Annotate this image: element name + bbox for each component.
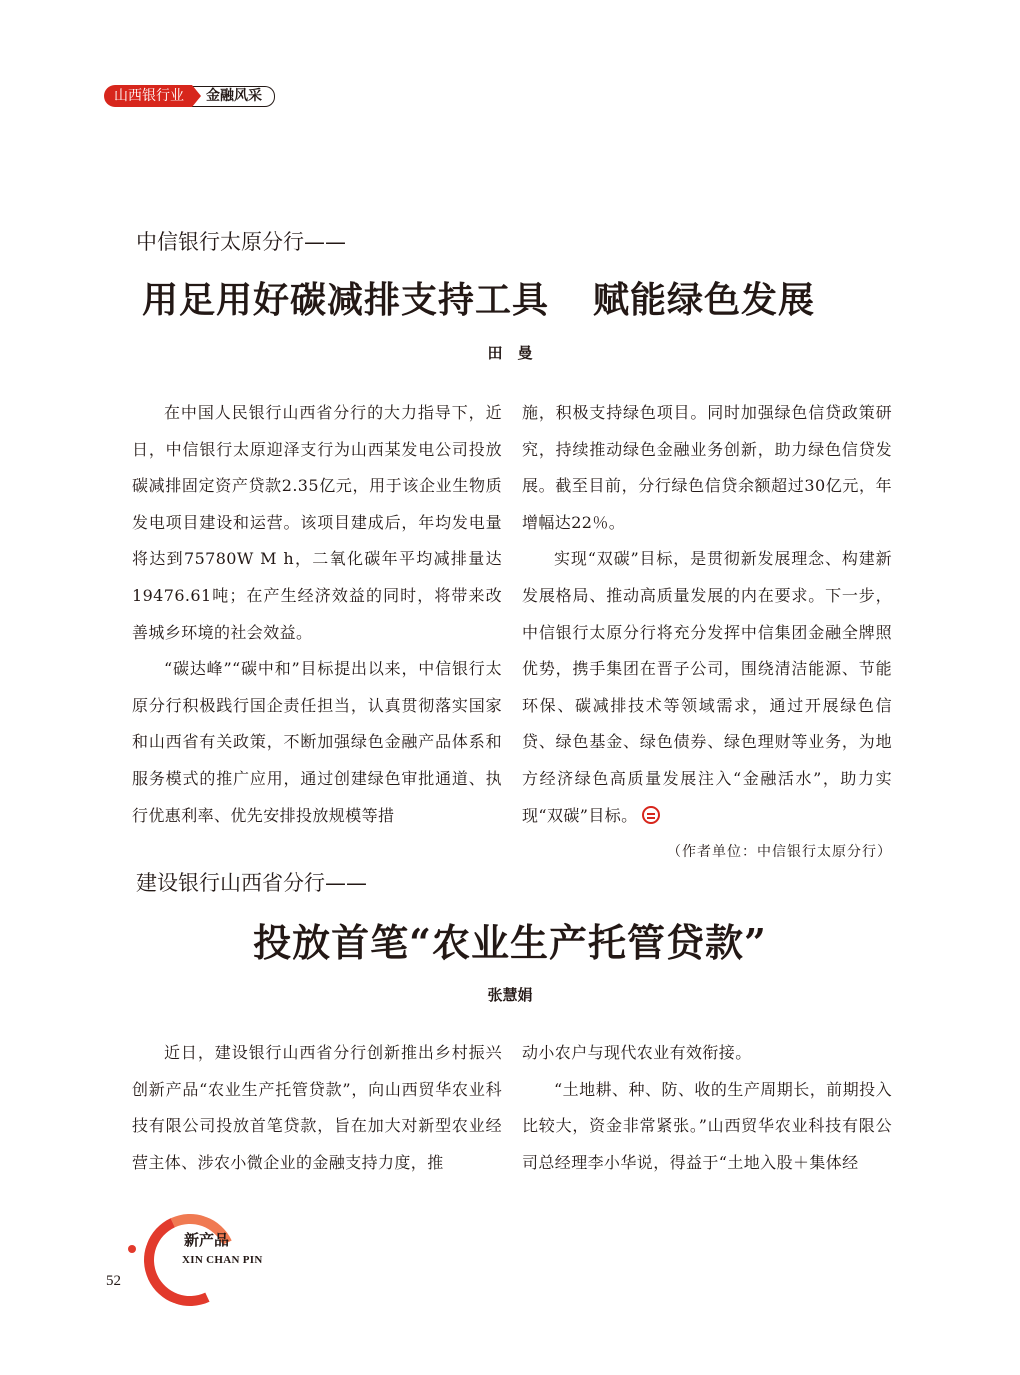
- section-tag-secondary: 金融风采: [192, 86, 275, 107]
- article1-paragraph-4: 实现“双碳”目标，是贯彻新发展理念、构建新发展格局、推动高质量发展的内在要求。下一步，中信银行太原分行将充分发挥中信集团金融全牌照优势，携手集团在晋子公司，围绕清洁能源、节能环保、碳减排技术等领域需求，通过开展绿色信贷、绿色基金、绿色债券、绿色理财等业务，为地方经济绿色高质量发展注入“金融活水”，助力实现“双碳”目标。: [522, 549, 892, 825]
- article1-kicker: 中信银行太原分行——: [136, 230, 346, 254]
- article2-paragraph-3: “土地耕、种、防、收的生产周期长，前期投入比较大，资金非常紧张。”山西贸华农业科技有限公司总经理李小华说，得益于“土地入股＋集体经: [522, 1079, 892, 1172]
- article2-kicker: 建设银行山西省分行——: [136, 871, 367, 895]
- article1-author: 田 曼: [487, 344, 533, 362]
- article1-title-part1: 用足用好碳减排支持工具: [142, 279, 550, 321]
- article1-right-column: [522, 395, 892, 871]
- article1-paragraph-2: “碳达峰”“碳中和”目标提出以来，中信银行太原分行积极践行国企责任担当，认真贯彻落实国家和山西省有关政策，不断加强绿色金融产品体系和服务模式的推广应用，通过创建绿色审批通道、执行优惠利率、优先安排投放规模等措: [132, 659, 502, 825]
- article1-title-part2: 赋能绿色发展: [593, 279, 816, 321]
- section-tag: [104, 84, 275, 108]
- footer-dot-icon: [128, 1245, 136, 1253]
- article2-left-column: [132, 1035, 502, 1181]
- page-number: 52: [106, 1273, 121, 1289]
- article1-paragraph-1: 在中国人民银行山西省分行的大力指导下，近日，中信银行太原迎泽支行为山西某发电公司投放碳减排固定资产贷款2.35亿元，用于该企业生物质发电项目建设和运营。该项目建成后，年均发电量将达到75780W M h，二氧化碳年平均减排量达19476.61吨；在产生经济效益的同时，将带来改善城乡环境的社会效益。: [132, 403, 502, 642]
- section-tag-primary: 山西银行业: [104, 85, 192, 107]
- article2-paragraph-1: 近日，建设银行山西省分行创新推出乡村振兴创新产品“农业生产托管贷款”，向山西贸华农业科技有限公司投放首笔贷款，旨在加大对新型农业经营主体、涉农小微企业的金融支持力度，推: [132, 1043, 502, 1172]
- article2-paragraph-2: 动小农户与现代农业有效衔接。: [522, 1043, 752, 1062]
- article1-left-column: [132, 395, 502, 834]
- footer-column-pinyin: XIN CHAN PIN: [182, 1254, 263, 1266]
- article2-right-column: [522, 1035, 892, 1181]
- article1-paragraph-3: 施，积极支持绿色项目。同时加强绿色信贷政策研究，持续推动绿色金融业务创新，助力绿色信贷发展。截至目前，分行绿色信贷余额超过30亿元，年增幅达22％。: [522, 403, 892, 532]
- article2-title: 投放首笔“农业生产托管贷款”: [253, 920, 767, 965]
- article1-title: [142, 272, 815, 323]
- footer-column-name: 新产品: [184, 1231, 230, 1249]
- article2-author: 张慧娟: [487, 986, 533, 1004]
- end-mark-icon: [642, 806, 660, 824]
- article1-affiliation: （作者单位：中信银行太原分行）: [667, 844, 892, 861]
